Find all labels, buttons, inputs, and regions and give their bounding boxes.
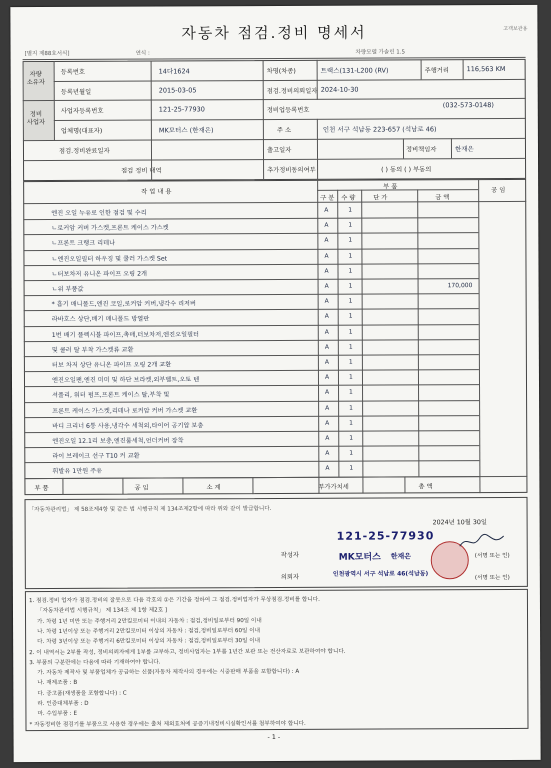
part-quantity: 1 — [348, 267, 353, 275]
part-category: A — [324, 343, 329, 351]
note-line: 가. 차령 1년 미만 또는 주행거리 2만킬로미터 이내의 자동차 : 점검,정비일로부터 90일 이내 — [37, 617, 262, 625]
total-parts-label: 부 품 — [34, 484, 49, 493]
part-quantity: 1 — [349, 404, 353, 412]
reg-number-value: 14다1624 — [158, 67, 190, 76]
work-description: ㄴ터보차저 유니온 파이프 오링 2개 — [51, 270, 148, 278]
work-description: 라바호스 상단,배기 매니폴드 방열판 — [51, 315, 150, 324]
work-description: 및 쿨러 탈 부착 가스켓류 교환 — [51, 346, 134, 354]
extra-consent-value: ( ) 동의 ( ) 부동의 — [381, 166, 432, 174]
repair-reg-label: 정비업등록번호 — [266, 106, 310, 115]
part-category: A — [324, 282, 329, 290]
vat-label: 부가가치세 — [318, 483, 349, 491]
col-qty-header: 수 량 — [341, 194, 356, 202]
shop-section-label: 정비 사업자 — [26, 111, 46, 127]
part-quantity: 1 — [349, 449, 354, 457]
note-line: 「자동차관리법 시행규칙」 제 134조 제 1항 제2호 ] — [36, 607, 168, 615]
biz-number-label: 사업자등록번호 — [60, 107, 104, 115]
part-amount: 170,000 — [447, 282, 473, 290]
form-number: [별지 제88호서식] — [24, 50, 70, 58]
vehicle-model: 차량모델 가솔린 1.5 — [355, 49, 406, 56]
release-date-label: 출고일자 — [266, 146, 292, 155]
car-name-value: 트랙스(131-L200 (RV) — [320, 66, 389, 75]
writer-sign-label: (서명 또는 인) — [474, 552, 510, 560]
law-text: 「자동차관리법」 제 58조제4항 및 같은 법 시행규칙 제 134조제2항에 따라 위와 같이 발급합니다. — [28, 506, 272, 514]
note-line: 다. 차령 3년이상 또는 주행거리 6만킬로미터 이상의 자동차 : 점검,정비일로부터 30일 이내 — [37, 638, 261, 646]
part-category: A — [324, 373, 330, 381]
writer-label: 작성자 — [280, 551, 300, 559]
address-label: 주 소 — [276, 126, 292, 134]
biz-number-value: 121-25-77930 — [158, 105, 205, 114]
work-description: 라이 브레이크 선구 T10 커 교환 — [52, 452, 140, 461]
company-name-value: MK모터스 (한재은) — [158, 126, 214, 135]
part-quantity: 1 — [348, 343, 353, 351]
part-category: A — [324, 221, 329, 229]
mileage-label: 주행거리 — [424, 67, 449, 75]
total-label: 총 액 — [418, 483, 433, 491]
part-category: A — [325, 434, 330, 442]
col-amount-header: 금 액 — [435, 194, 450, 202]
part-quantity: 1 — [348, 252, 353, 260]
stamp-company: MK모터스 — [338, 552, 381, 563]
note-line: 2. 이 내역서는 2부를 작성, 정비의뢰자에게 1부를 교부하고, 정비사업자는 1부를 1년간 보관 또는 전산자료로 보관하여야 합니다. — [29, 648, 346, 656]
receiver-label: 의뢰자 — [280, 573, 300, 581]
col-labor-header: 공 임 — [491, 186, 506, 195]
part-quantity: 1 — [348, 373, 353, 381]
stamp-biz-number: 121-25-77930 — [336, 529, 435, 543]
car-name-label: 차명(차종) — [266, 67, 296, 76]
request-date-value: 2024-10-30 — [320, 85, 359, 94]
work-description: ㄴ로커암 커버 가스켓,프론트 케이스 가스켓 — [51, 224, 169, 233]
part-category: A — [324, 206, 329, 214]
part-category: A — [325, 404, 330, 412]
part-quantity: 1 — [348, 206, 353, 214]
note-line: 나. 재제조품 : B — [37, 680, 78, 687]
owner-section-label: 자량 소유자 — [26, 71, 45, 87]
note-line: 마. 수입부품 : E — [37, 711, 78, 718]
col-work-header: 작 업 내 용 — [141, 188, 172, 196]
stamp-representative: 한재은 — [390, 552, 412, 561]
receiver-sign-label: (서명 또는 인) — [474, 574, 510, 582]
part-quantity: 1 — [349, 419, 354, 427]
note-line: 3. 부품의 구분란에는 다음에 따라 기재하여야 합니다. — [29, 659, 161, 666]
part-quantity: 1 — [348, 313, 353, 321]
document-title: 자동차 점검.정비 명세서 — [181, 23, 367, 43]
work-description: 휘발유 1만원 주유 — [52, 468, 103, 476]
request-date-label: 점검.정비의뢰일자 — [266, 87, 318, 96]
work-description: 프론트 케이스 가스켓,리테나 로커암 커버 가스켓 교환 — [52, 406, 198, 415]
total-labor-label: 공 임 — [134, 484, 149, 492]
note-line: 가. 자동차 제작사 및 부품업체가 공급하는 신품(자동차 제작사의 경우에는 시중판매 부품을 포함합니다) : A — [37, 668, 300, 677]
part-category: A — [325, 389, 330, 397]
part-category: A — [324, 358, 330, 366]
part-quantity: 1 — [348, 297, 353, 305]
work-description: * 흡기 매니폴드,엔진 코일,로커암 커버,냉각수 리저버 — [51, 300, 197, 309]
manager-label: 정비책임자 — [405, 146, 437, 154]
complete-date-label: 점검.정비완료일자 — [58, 147, 110, 155]
part-quantity: 1 — [348, 221, 353, 229]
note-line: * 자동정비한 점검기를 부품으로 사용한 경우에는 출처 제외효처에 공증기내정비시실확인서를 첨부하여야 합니다. — [29, 720, 306, 728]
invoice-document — [10, 5, 540, 762]
address-value: 인천 서구 석남동 223-657 (석남로 46) — [322, 125, 437, 134]
note-line: 1. 점검.정비 업자가 점검.정비의 잘못으로 다음 각호의 ①은 기간을 정하여 그 점검.정비업자가 무상점검.정비를 합니다. — [28, 596, 320, 605]
extra-consent-label: 추가정비동의여부 — [267, 166, 316, 175]
note-line: 라. 인증대체부품 : D — [37, 700, 89, 708]
mileage-value: 116,563 KM — [466, 64, 506, 74]
work-description: 바디 크리너 6통 사용,냉각수 세척외,타이어 공기압 보충 — [52, 422, 204, 430]
work-description: 1번 배기 플렉시블 파이프,촉매,터보차저,엔진오일필터 — [51, 330, 200, 339]
work-description: 엔진오일팬,엔진 미미 및 하단 브라켓,외부벨트,오토 텐 — [51, 376, 200, 385]
note-line: 나. 차령 1년이상 또는 주행거리 2만킬로미터 이상의 자동차 : 점검,정비일로부터 60일 이내 — [37, 627, 261, 635]
stamp-address: 인천광역시 서구 석남로 46(석남동) — [332, 570, 429, 578]
part-quantity: 1 — [348, 237, 353, 245]
reg-date-value: 2015-03-05 — [158, 86, 197, 95]
part-quantity: 1 — [348, 358, 353, 366]
work-description: 터보 차저 상단 유니온 파이프 오링 2개 교환 — [51, 361, 172, 369]
reg-number-label: 등록번호 — [60, 68, 85, 76]
work-description: ㄴ프론트 크랭크 리테나 — [51, 240, 116, 248]
part-category: A — [324, 252, 329, 260]
manager-value: 한재은 — [454, 145, 474, 154]
part-category: A — [324, 237, 329, 245]
part-category: A — [325, 419, 330, 427]
part-quantity: 1 — [349, 434, 354, 442]
part-category: A — [324, 267, 329, 275]
part-category: A — [325, 449, 330, 457]
part-category: A — [324, 297, 329, 305]
subtotal-label: 소 계 — [206, 484, 221, 492]
work-description: 엔진오일 12.1리 보충,엔진룸세척,언더커버 장착 — [52, 437, 184, 445]
work-details-heading: 점검 정비 내역 — [121, 167, 162, 175]
shop-phone: (032-573-0148) — [442, 101, 494, 110]
work-description: 셔풀리, 워터 펌프,프론트 케이스 탈,부착 및 — [52, 391, 170, 400]
note-line: 다. 중고품(재생품을 포함합니다) : C — [37, 690, 127, 697]
issue-date: 2024년 10월 30일 — [432, 519, 487, 527]
part-quantity: 1 — [349, 389, 353, 397]
part-quantity: 1 — [348, 328, 353, 336]
page-number: - 1 - — [267, 733, 281, 742]
model-year-label: 연식 : — [135, 50, 150, 57]
col-parts-header: 부 품 — [383, 183, 398, 191]
company-name-label: 업체명(대표자) — [60, 127, 103, 135]
part-quantity: 1 — [349, 465, 354, 473]
signature-icon — [458, 530, 508, 552]
work-description: 엔진 오일 누유로 인한 점검 및 수리 — [51, 209, 147, 217]
work-description: ㄴ엔진오일필터 하우징 및 쿨러 가스켓 Set — [51, 255, 168, 263]
part-category: A — [325, 465, 330, 473]
reg-date-label: 등록년월일 — [60, 88, 92, 96]
part-category: A — [324, 328, 329, 336]
part-quantity: 1 — [348, 282, 353, 290]
col-gubun-header: 구 분 — [320, 194, 335, 202]
work-description: ㄴ위 부품값 — [51, 285, 84, 293]
copy-note: 고객보관용 — [503, 25, 528, 33]
part-category: A — [324, 313, 329, 321]
col-unit-header: 단 가 — [373, 194, 388, 202]
